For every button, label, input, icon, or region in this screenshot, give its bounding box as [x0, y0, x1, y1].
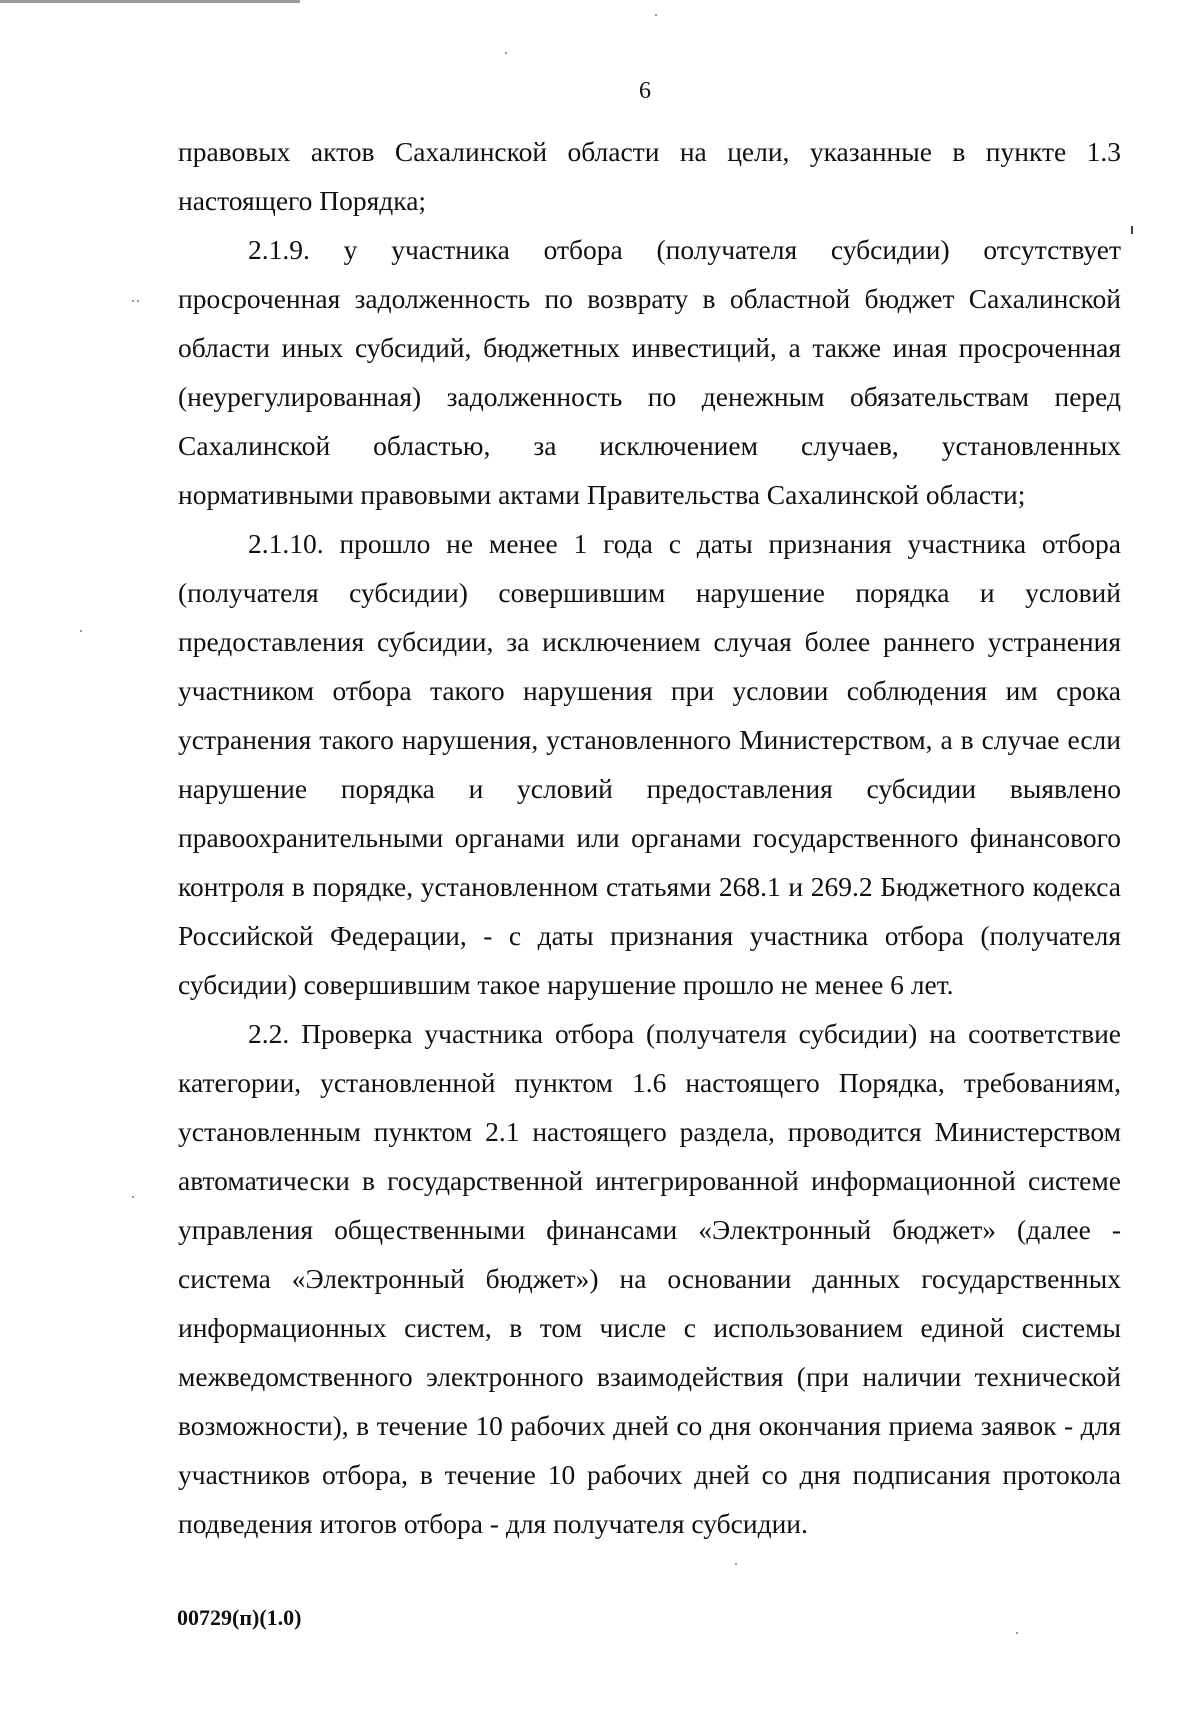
document-code: 00729(п)(1.0): [177, 1605, 302, 1630]
scan-speck: [505, 52, 507, 54]
paragraph-intro: правовых актов Сахалинской области на цели, указанные в пункте 1.3 настоящего Порядка;: [178, 136, 1121, 216]
scan-speck: [655, 14, 657, 16]
scan-speck: [1016, 1632, 1018, 1634]
scan-speck: [80, 630, 82, 632]
scan-speck: [735, 1563, 737, 1565]
scan-mark: [1131, 226, 1133, 234]
paragraph-2-1-9: 2.1.9. у участника отбора (получателя субсидии) отсутствует просроченная задолженность по возврату в областной бюджет Сахалинской области иных субсидий, бюджетных инвестиций, а также иная просроченная (неурегулированная) задолженность по денежным обязательствам перед Сахалинской областью, за исключением случаев, установленных нормативными правовыми актами Правительства Сахалинской области;: [178, 234, 1121, 510]
scan-speck: [132, 300, 134, 302]
page-number: 6: [639, 78, 651, 104]
scan-speck: [132, 1196, 134, 1198]
document-body: [178, 127, 1121, 1548]
paragraph-2-1-10: 2.1.10. прошло не менее 1 года с даты признания участника отбора (получателя субсидии) совершившим нарушение порядка и условий предоставления субсидии, за исключением случая более раннего устранения участником отбора такого нарушения при условии соблюдения им срока устранения такого нарушения, установленного Министерством, а в случае если нарушение порядка и условий предоставления субсидии выявлено правоохранительными органами или органами государственного финансового контроля в порядке, установленном статьями 268.1 и 269.2 Бюджетного кодекса Российской Федерации, - с даты признания участника отбора (получателя субсидии) совершившим такое нарушение прошло не менее 6 лет.: [178, 528, 1121, 1000]
paragraph-2-2: 2.2. Проверка участника отбора (получателя субсидии) на соответствие категории, установленной пунктом 1.6 настоящего Порядка, требованиям, установленным пунктом 2.1 настоящего раздела, проводится Министерством автоматически в государственной интегрированной информационной системе управления общественными финансами «Электронный бюджет» (далее - система «Электронный бюджет») на основании данных государственных информационных систем, в том числе с использованием единой системы межведомственного электронного взаимодействия (при наличии технической возможности), в течение 10 рабочих дней со дня окончания приема заявок - для участников отбора, в течение 10 рабочих дней со дня подписания протокола подведения итогов отбора - для получателя субсидии.: [178, 1018, 1121, 1539]
scan-edge-line: [0, 0, 300, 3]
scan-speck: [137, 300, 139, 302]
